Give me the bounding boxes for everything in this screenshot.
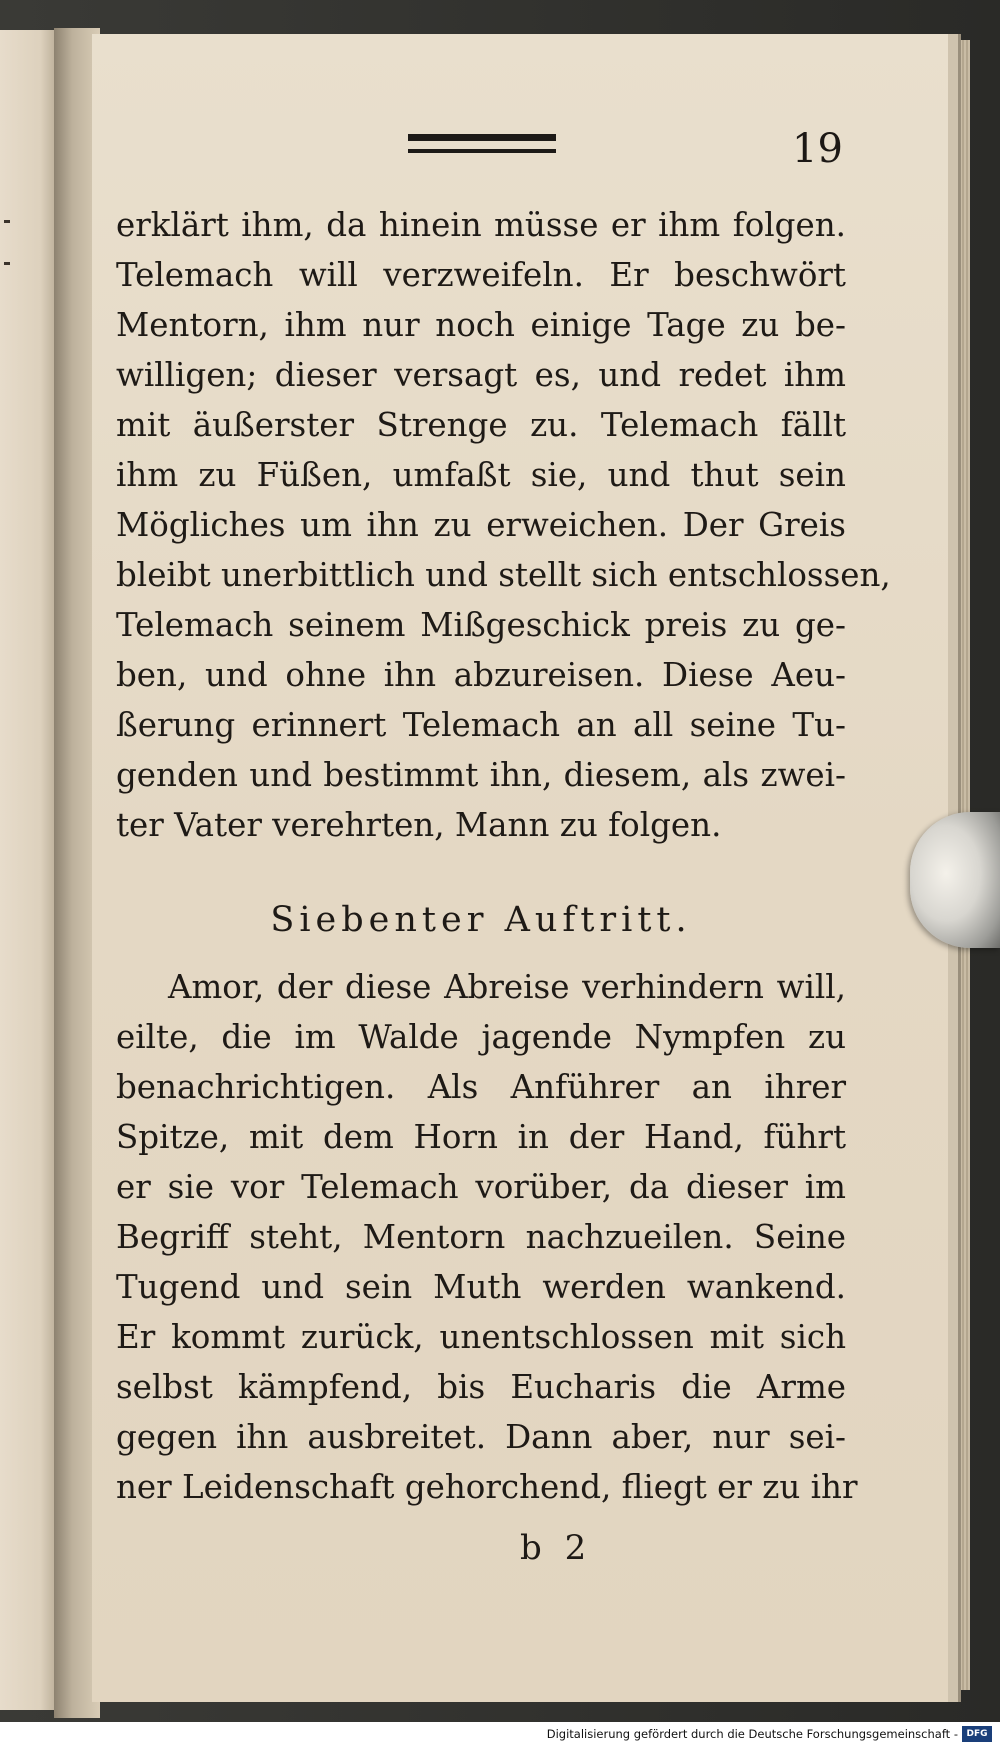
- text-line: Telemach seinem Mißgeschick preis zu ge-: [116, 606, 846, 644]
- ink-mark: [4, 262, 10, 265]
- ink-mark: [4, 220, 10, 223]
- text-line: ben, und ohne ihn abzureisen. Diese Aeu-: [116, 656, 846, 694]
- text-line: ßerung erinnert Telemach an all seine Tu-: [116, 706, 846, 744]
- previous-page-edge: [0, 30, 58, 1710]
- text-line: bleibt unerbittlich und stellt sich entschlossen,: [116, 556, 891, 594]
- digitization-credit: Digitalisierung gefördert durch die Deutsche Forschungsgemeinschaft -: [546, 1727, 958, 1741]
- text-line: gegen ihn ausbreitet. Dann aber, nur sei-: [116, 1418, 846, 1456]
- paragraph-continued: [116, 200, 891, 850]
- text-line: selbst kämpfend, bis Eucharis die Arme: [116, 1368, 846, 1406]
- text-line: Er kommt zurück, unentschlossen mit sich: [116, 1318, 846, 1356]
- text-line: Begriff steht, Mentorn nachzueilen. Seine: [116, 1218, 846, 1256]
- header-rule-thin: [408, 149, 556, 153]
- text-line: eilte, die im Walde jagende Nympfen zu: [116, 1018, 846, 1056]
- text-line: ter Vater verehrten, Mann zu folgen.: [116, 806, 722, 844]
- text-line: Mögliches um ihn zu erweichen. Der Greis: [116, 506, 846, 544]
- paragraph-scene-seven: [116, 962, 858, 1512]
- text-line: genden und bestimmt ihn, diesem, als zwei-: [116, 756, 846, 794]
- printer-signature: b 2: [520, 1528, 593, 1568]
- dfg-logo: DFG: [962, 1726, 992, 1742]
- header-rule-thick: [408, 134, 556, 141]
- text-line: ner Leidenschaft gehorchend, fliegt er zu ihr: [116, 1468, 858, 1506]
- text-line: Tugend und sein Muth werden wankend.: [116, 1268, 846, 1306]
- text-line: erklärt ihm, da hinein müsse er ihm folgen.: [116, 206, 846, 244]
- text-line: er sie vor Telemach vorüber, da dieser im: [116, 1168, 846, 1206]
- text-line: Telemach will verzweifeln. Er beschwört: [116, 256, 846, 294]
- scene-heading: Siebenter Auftritt.: [270, 900, 692, 940]
- text-line: ihm zu Füßen, umfaßt sie, und thut sein: [116, 456, 846, 494]
- text-line: willigen; dieser versagt es, und redet ihm: [116, 356, 846, 394]
- text-line: Mentorn, ihm nur noch einige Tage zu be-: [116, 306, 846, 344]
- page-number: 19: [792, 126, 843, 172]
- text-line: mit äußerster Strenge zu. Telemach fällt: [116, 406, 846, 444]
- text-line: Spitze, mit dem Horn in der Hand, führt: [116, 1118, 846, 1156]
- text-line: benachrichtigen. Als Anführer an ihrer: [116, 1068, 846, 1106]
- text-line: Amor, der diese Abreise verhindern will,: [168, 968, 846, 1006]
